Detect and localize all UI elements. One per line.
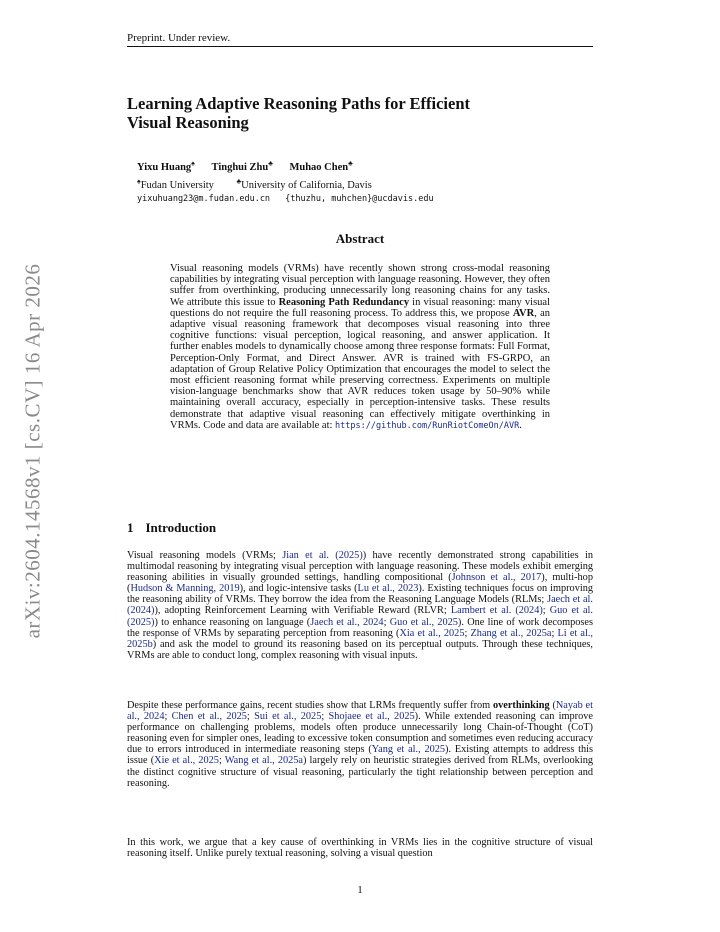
header-rule [127, 46, 593, 47]
citation-link[interactable]: Chen et al., 2025 [171, 711, 247, 723]
author-name: Muhao Chen♣ [289, 159, 353, 173]
author-name: Tinghui Zhu♣ [211, 159, 273, 173]
arxiv-side-stamp [18, 258, 48, 643]
intro-paragraph-1: Visual reasoning models (VRMs; Jian et al. (2025)) have recently demonstrated strong capabilities in multimodal reasoning by integrating visual perception with language reasoning. These models exhibit emerging reasoning abilities in visually grounded settings, handling compositional (Johnson et al., 2017), multi-hop (Hudson & Manning, 2019), and logic-intensive tasks (Lu et al., 2023). Existing techniques focus on improving the reasoning ability of VRMs. They borrow the idea from the Reasoning Language Models (RLMs; Jaech et al. (2024)), adopting Reinforcement Learning with Verifiable Reward (RLVR; Lambert et al. (2024); Guo et al. (2025)) to enhance reasoning on language (Jaech et al., 2024; Guo et al., 2025). One line of work decomposes the response of VRMs by separating perception from reasoning (Xia et al., 2025; Zhang et al., 2025a; Li et al., 2025b) and ask the model to ground its reasoning based on its perceptual outputs. Through these techniques, VRMs are able to conduct long, complex reasoning with visual inputs. [127, 550, 594, 661]
citation-link[interactable]: Sui et al., 2025 [254, 711, 322, 723]
arxiv-identifier: arXiv:2604.14568v1 [cs.CV] 16 Apr 2026 [20, 263, 45, 638]
citation-link[interactable]: Jaech et al. (2024) [127, 594, 593, 617]
citation-link[interactable]: Yang et al., 2025 [371, 744, 446, 756]
running-header: Preprint. Under review. [127, 32, 231, 44]
affiliation: ♣University of California, Davis [236, 177, 372, 191]
citation-link[interactable]: Guo et al. (2025) [127, 605, 593, 628]
citation-link[interactable]: Zhang et al., 2025a [470, 627, 552, 639]
citation-link[interactable]: Lambert et al. (2024) [450, 605, 543, 617]
intro-paragraph-2: Despite these performance gains, recent studies show that LRMs frequently suffer from overthinking (Nayab et al., 2024; Chen et al., 2025; Sui et al., 2025; Shojaee et al., 2025). While extended reasoning can improve performance on challenging problems, models often produce unnecessarily long Chain-of-Thought (CoT) reasoning even for simpler ones, leading to excessive token consumption and sometimes even reducing accuracy due to errors introduced in intermediate reasoning steps (Yang et al., 2025). Existing attempts to address this issue (Xie et al., 2025; Wang et al., 2025a) largely rely on heuristic strategies derived from RLMs, overlooking the distinct cognitive structure of visual reasoning, particularly the tight relationship between perception and reasoning. [127, 700, 593, 789]
affiliation: ♠Fudan University [137, 177, 214, 191]
email: {thuzhu, muhchen}@ucdavis.edu [285, 194, 434, 204]
section-heading: 1 Introduction [127, 520, 217, 535]
citation-link[interactable]: Lu et al., 2023 [357, 583, 419, 595]
title-line-1: Learning Adaptive Reasoning Paths for Efficient [127, 94, 470, 113]
citation-link[interactable]: Johnson et al., 2017 [451, 572, 542, 584]
citation-link[interactable]: Xia et al., 2025 [399, 627, 465, 639]
title-line-2: Visual Reasoning [127, 113, 249, 132]
intro-paragraph-3: In this work, we argue that a key cause of overthinking in VRMs lies in the cognitive structure of visual reasoning itself. Unlike purely textual reasoning, solving a visual question [127, 837, 593, 860]
citation-link[interactable]: Wang et al., 2025a [224, 755, 303, 767]
page-number: 1 [357, 884, 363, 896]
author-emails [137, 193, 593, 206]
citation-link[interactable]: Li et al., 2025b [127, 627, 594, 650]
abstract-heading: Abstract [335, 231, 385, 246]
abstract-text: Visual reasoning models (VRMs) have recently shown strong cross-modal reasoning capabilities by integrating visual perception with language reasoning. However, they often suffer from overthinking, producing unnecessarily long reasoning chains for any tasks. We attribute this issue to Reasoning Path Redundancy in visual reasoning: many visual questions do not require the full reasoning process. To address this, we propose AVR, an adaptive visual reasoning framework that decomposes visual reasoning into three cognitive functions: visual perception, logical reasoning, and answer application. It further enables models to dynamically choose among three response formats: Full Format, Perception-Only Format, and Direct Answer. AVR is trained with FS-GRPO, an adaptation of Group Relative Policy Optimization that encourages the model to select the most efficient reasoning format while preserving correctness. Experiments on multiple vision-language benchmarks show that AVR reduces token usage by 50–90% while maintaining overall accuracy, especially in perception-intensive tasks. These results demonstrate that adaptive visual reasoning can effectively mitigate overthinking in VRMs. Code and data are available at: https://github.com/RunRiotComeOn/AVR. [170, 263, 550, 431]
author-names [137, 156, 593, 175]
citation-link[interactable]: Xie et al., 2025 [154, 755, 219, 767]
citation-link[interactable]: Jaech et al., 2024 [310, 616, 384, 628]
citation-link[interactable]: Jian et al. (2025) [282, 550, 363, 561]
citation-link[interactable]: Nayab et al., 2024 [127, 700, 593, 723]
affiliations [137, 175, 593, 194]
author-name: Yixu Huang♠ [137, 159, 195, 173]
email: yixuhuang23@m.fudan.edu.cn [137, 194, 271, 204]
citation-link[interactable]: Guo et al., 2025 [389, 616, 458, 628]
code-repo-link[interactable]: https://github.com/RunRiotComeOn/AVR [335, 420, 520, 431]
paper-title [127, 94, 593, 132]
citation-link[interactable]: Shojaee et al., 2025 [328, 711, 415, 723]
author-block [137, 156, 593, 206]
citation-link[interactable]: Hudson & Manning, 2019 [130, 583, 240, 595]
